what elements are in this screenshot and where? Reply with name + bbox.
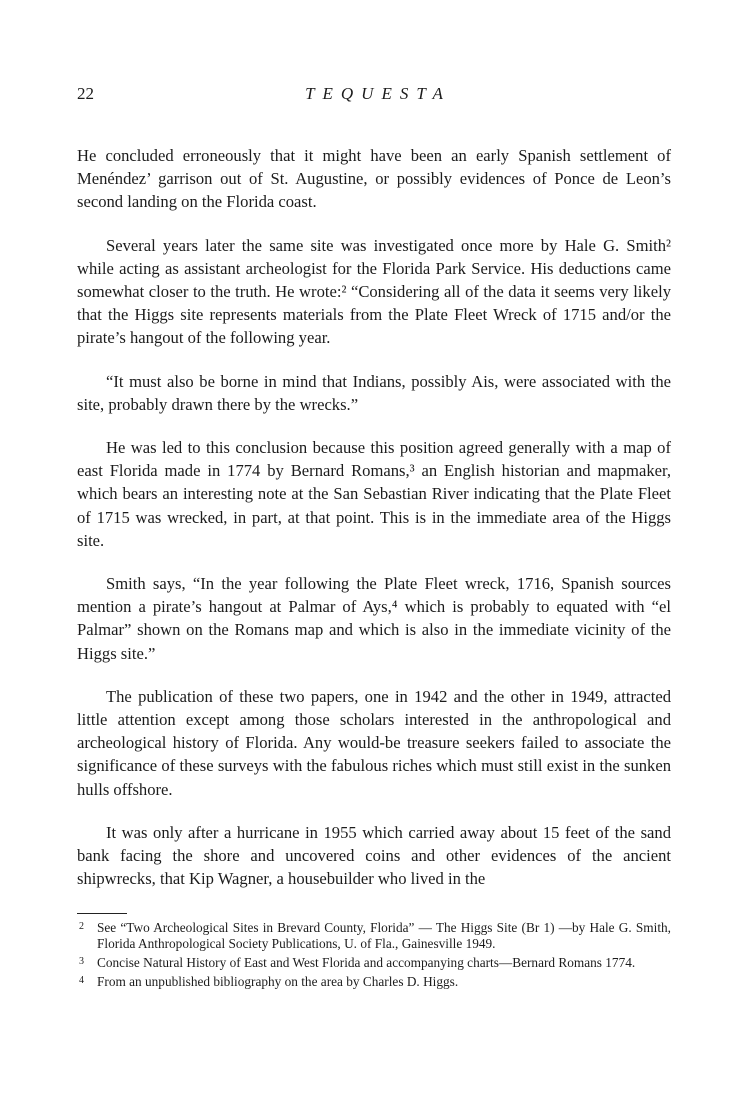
paragraph: It was only after a hurricane in 1955 which carried away about 15 feet of the sand bank facing the shore and uncovered coins and other evidences of the ancient shipwrecks, that Kip Wagner, a housebuilder who lived in the [77,822,671,889]
footnote [77,955,671,970]
footnote-text: From an unpublished bibliography on the area by Charles D. Higgs. [97,974,459,990]
page-header [77,82,671,108]
footnote-marker: 4 [79,975,84,987]
footnote-divider [77,913,127,914]
footnote-marker: 2 [79,921,84,933]
book-page [77,82,671,993]
footnote-text: See “Two Archeological Sites in Brevard County, Florida” — The Higgs Site (Br 1) —by Hale G. Smith, Florida Anthropological Society Publications, U. of Fla., Gainesville 1949. [97,920,671,951]
paragraph: He concluded erroneously that it might have been an early Spanish settlement of Menéndez’ garrison out of St. Augustine, or possibly evidences of Ponce de Leon’s second landing on the Florida coast. [77,146,671,212]
footnotes [77,920,671,989]
footnote-marker: 3 [79,955,84,967]
body-text [77,144,671,890]
paragraph: He was led to this conclusion because this position agreed generally with a map of east Florida made in 1774 by Bernard Romans,³ an English historian and mapmaker, which bears an interesting note at the San Sebastian River indicating that the Plate Fleet of 1715 was wrecked, in part, at that point. This is in the immediate area of the Higgs site. [77,438,671,550]
paragraph: “It must also be borne in mind that Indians, possibly Ais, were associated with the site, probably drawn there by the wrecks.” [77,371,671,414]
footnote-text: Concise Natural History of East and West Florida and accompanying charts—Bernard Romans 1774. [97,954,636,970]
running-title: TEQUESTA [305,84,451,103]
paragraph: Smith says, “In the year following the Plate Fleet wreck, 1716, Spanish sources mention a pirate’s hangout at Palmar of Ays,⁴ which is probably to equated with “el Palmar” shown on the Romans map and which is also in the immediate vicinity of the Higgs site.” [77,574,671,663]
page-number: 22 [77,84,94,103]
footnote [77,974,671,989]
paragraph: Several years later the same site was investigated once more by Hale G. Smith² while acting as assistant archeologist for the Florida Park Service. His deductions came somewhat closer to the truth. He wrote:² “Considering all of the data it seems very likely that the Higgs site represents materials from the Plate Fleet Wreck of 1715 and/or the pirate’s hangout of the following year. [77,235,671,348]
paragraph: The publication of these two papers, one in 1942 and the other in 1949, attracted little attention except among those scholars interested in the anthropological and archeological history of Florida. Any would-be treasure seekers failed to associate the significance of these surveys with the fabulous riches which must still exist in the sunken hulls offshore. [77,686,671,799]
footnote [77,920,671,950]
